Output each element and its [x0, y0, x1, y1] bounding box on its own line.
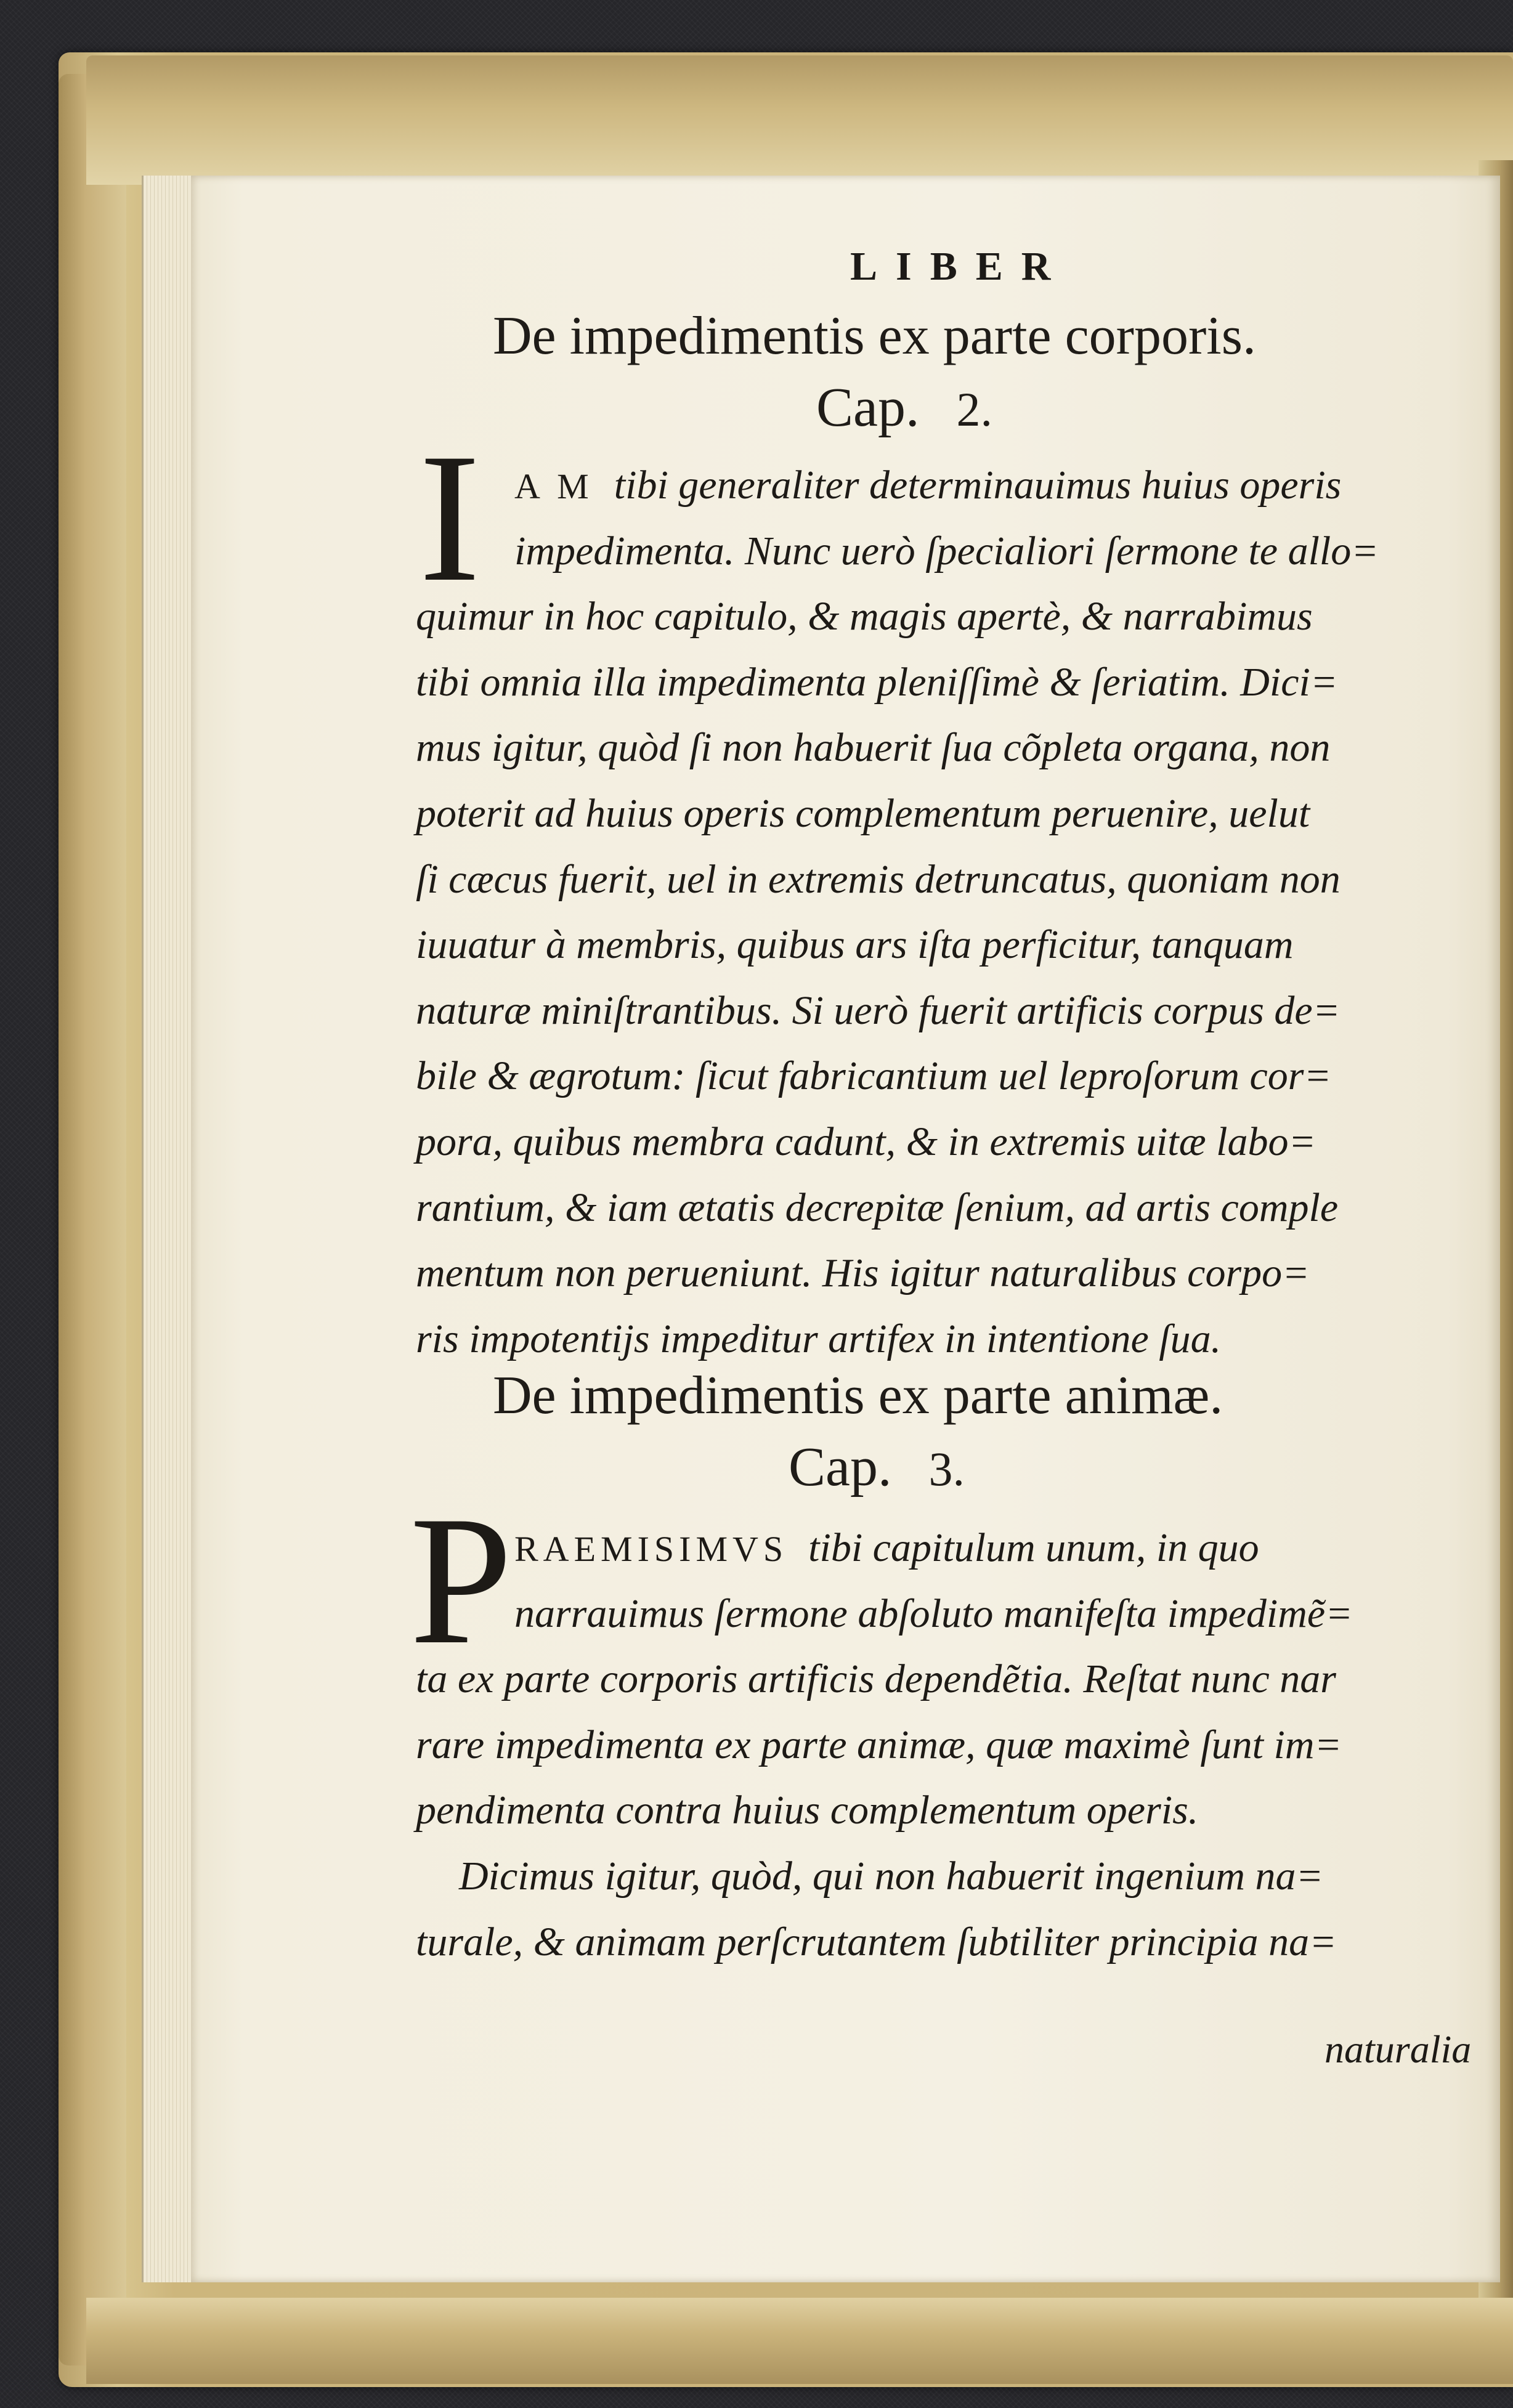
chapter-2-line-10: bile & ægrotum: ſicut fabricantium uel leproſorum cor=	[416, 1053, 1332, 1099]
chapter-2-line-9: naturæ miniſtrantibus. Si uerò fuerit artificis corpus de=	[416, 987, 1341, 1033]
chapter-2-line-8: iuuatur à membris, quibus ars iſta perficitur, tanquam	[416, 922, 1294, 968]
chapter-3-dropcap: P	[410, 1478, 513, 1682]
chapter-2-line-4: tibi omnia illa impedimenta pleniſſimè & ſeriatim. Dici=	[416, 659, 1338, 705]
chapter-2-line-1: tibi generaliter determinauimus huius operis	[614, 463, 1342, 508]
chapter-2-title: De impedimentis ex parte corporis.	[493, 306, 1256, 366]
body-line	[416, 453, 1438, 519]
chapter-2-line-3: quimur in hoc capitulo, & magis apertè, & narrabimus	[416, 594, 1313, 639]
body-line	[416, 1515, 1438, 1581]
binding-top-edge	[86, 55, 1513, 185]
chapter-3-line-5: pendimenta contra huius complementum operis.	[416, 1788, 1199, 1833]
chapter-2-line-12: rantium, & iam ætatis decrepitæ ſenium, ad artis comple	[416, 1185, 1339, 1230]
chapter-2-line-13: mentum non perueniunt. His igitur naturalibus corpo=	[416, 1251, 1310, 1296]
chapter-3-line-1: tibi capitulum unum, in quo	[808, 1525, 1259, 1570]
chapter-2-line-6: poterit ad huius operis complementum peruenire, uelut	[416, 790, 1310, 836]
chapter-3-num: 3.	[928, 1442, 965, 1496]
chapter-3-line-2: narrauimus ſermone abſoluto manifeſta impedimẽ=	[514, 1591, 1353, 1636]
chapter-3-title: De impedimentis ex parte animæ.	[493, 1366, 1223, 1425]
chapter-3-line-3: ta ex parte corporis artificis dependẽtia. Reſtat nunc nar	[416, 1656, 1336, 1702]
running-head: LIBER	[850, 244, 1069, 289]
chapter-3-cap-label: Cap.	[789, 1437, 892, 1498]
chapter-2-line-14: ris impotentijs impeditur artifex in intentione ſua.	[416, 1316, 1222, 1361]
chapter-2-number	[816, 376, 992, 439]
chapter-2-num: 2.	[956, 383, 992, 436]
chapter-2-line-7: ſi cæcus fuerit, uel in extremis detruncatus, quoniam non	[416, 856, 1341, 902]
chapter-3-number	[789, 1435, 965, 1499]
chapter-2-cap-label: Cap.	[816, 377, 920, 438]
chapter-2-dropcap: I	[419, 415, 481, 620]
chapter-3-line-7: turale, & animam perſcrutantem ſubtiliter principia na=	[416, 1919, 1337, 1964]
chapter-3-body	[416, 1515, 1438, 1975]
chapter-3-line-6: Dicimus igitur, quòd, qui non habuerit ingenium na=	[459, 1853, 1324, 1899]
chapter-2-body	[416, 453, 1438, 1372]
binding-bottom-edge	[86, 2298, 1513, 2384]
catchword: naturalia	[1324, 2027, 1472, 2071]
chapter-2-opening: A M	[514, 466, 594, 506]
chapter-2-line-5: mus igitur, quòd ſi non habuerit ſua cõpleta organa, non	[416, 725, 1331, 771]
chapter-3-opening: RAEMISIMVS	[514, 1529, 789, 1569]
binding-spine-edge	[59, 74, 126, 2365]
chapter-3-line-4: rare impedimenta ex parte animæ, quæ maximè ſunt im=	[416, 1722, 1342, 1767]
chapter-2-line-11: pora, quibus membra cadunt, & in extremis uitæ labo=	[416, 1119, 1316, 1164]
chapter-2-line-2: impedimenta. Nunc uerò ſpecialiori ſermone te allo=	[514, 528, 1379, 574]
